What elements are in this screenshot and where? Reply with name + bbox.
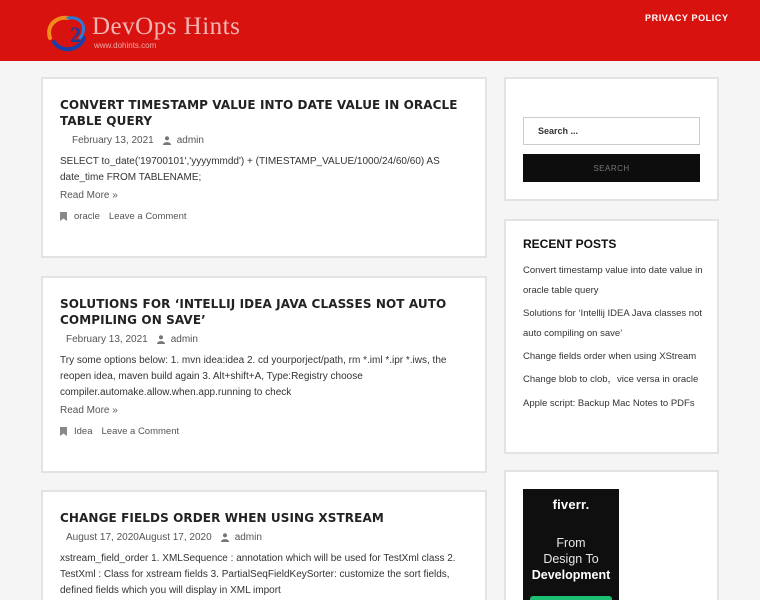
search-button[interactable]: SEARCH	[523, 154, 700, 182]
post-author[interactable]: admin	[234, 532, 262, 543]
post-excerpt: Try some options below: 1. mvn idea:idea 2. cd yourporject/path, rm *.iml *.ipr *.iws, the reopen idea, maven build again 3. Alt+shift+A, Type:Registry choose compiler.automake.allow.when.app.running to check	[60, 355, 447, 398]
leave-comment-link[interactable]: Leave a Comment	[108, 211, 187, 222]
post-card	[41, 276, 487, 473]
post-category-link[interactable]: oracle	[74, 211, 100, 222]
site-logo[interactable]	[44, 10, 259, 54]
tag-icon	[60, 427, 67, 436]
nav-privacy-policy-link[interactable]: PRIVACY POLICY	[645, 13, 729, 23]
list-item	[523, 260, 705, 300]
recent-post-link[interactable]: Change fields order when using XStream	[523, 351, 697, 363]
list-item	[523, 393, 705, 413]
post-title-link[interactable]: CONVERT TIMESTAMP VALUE INTO DATE VALUE IN ORACLE TABLE QUERY	[60, 98, 458, 128]
post-card	[41, 77, 487, 258]
fiverr-ad-banner[interactable]	[523, 489, 619, 600]
post-meta	[60, 135, 204, 146]
ad-line: Development	[531, 568, 611, 582]
recent-posts-widget	[504, 219, 719, 454]
search-input[interactable]	[523, 117, 700, 145]
site-subtitle: www.dohints.com	[94, 41, 157, 50]
post-meta	[60, 334, 198, 345]
post-title-link[interactable]: SOLUTIONS FOR ‘INTELLIJ IDEA JAVA CLASSES NOT AUTO COMPILING ON SAVE’	[60, 297, 447, 327]
list-item	[523, 369, 705, 389]
site-title: DevOps Hints	[92, 13, 241, 40]
post-date[interactable]: August 17, 2020August 17, 2020	[66, 532, 212, 543]
leave-comment-link[interactable]: Leave a Comment	[101, 426, 180, 437]
post-title-link[interactable]: CHANGE FIELDS ORDER WHEN USING XSTREAM	[60, 511, 384, 525]
user-icon	[221, 533, 229, 542]
fiverr-logo: fiverr.	[552, 497, 590, 512]
post-author[interactable]: admin	[170, 334, 198, 345]
ad-widget	[504, 470, 719, 600]
user-icon	[157, 335, 165, 344]
list-item	[523, 346, 705, 366]
site-header	[0, 0, 760, 61]
ad-line: Design To	[543, 552, 599, 566]
tag-icon	[60, 212, 67, 221]
user-icon	[163, 136, 171, 145]
recent-post-link[interactable]: Solutions for ‘Intellij IDEA Java classes not auto compiling on save’	[523, 308, 703, 339]
ad-line: From	[556, 536, 586, 550]
logo-mark-icon	[44, 12, 90, 54]
post-excerpt: xstream_field_order 1. XMLSequence : annotation which will be used for TestXml class 2. TestXml : Class for xstream fields 3. PartialSeqFieldKeySorter: customize the sort fields, defined fields which you will display in XML import	[60, 553, 456, 596]
post-date[interactable]: February 13, 2021	[66, 334, 148, 345]
post-author[interactable]: admin	[176, 135, 204, 146]
recent-posts-title: RECENT POSTS	[523, 237, 617, 251]
svg-text:2: 2	[70, 22, 81, 47]
post-date[interactable]: February 13, 2021	[72, 135, 154, 146]
post-meta	[60, 532, 262, 543]
search-widget	[504, 77, 719, 201]
recent-post-link[interactable]: Apple script: Backup Mac Notes to PDFs	[523, 397, 695, 409]
post-excerpt: SELECT to_date('19700101','yyyymmdd') + (TIMESTAMP_VALUE/1000/24/60/60) AS date_time FROM TABLENAME;	[60, 156, 440, 183]
list-item	[523, 303, 705, 343]
recent-posts-list	[523, 260, 705, 416]
recent-post-link[interactable]: Change blob to clob，vice versa in oracle	[523, 374, 699, 386]
post-category-link[interactable]: Idea	[74, 426, 93, 437]
post-card	[41, 490, 487, 600]
ad-cta-button[interactable]	[530, 596, 612, 600]
recent-post-link[interactable]: Convert timestamp value into date value in oracle table query	[523, 265, 703, 296]
read-more-link[interactable]: Read More »	[60, 405, 118, 416]
post-footer	[60, 211, 187, 222]
post-footer	[60, 426, 179, 437]
read-more-link[interactable]: Read More »	[60, 190, 118, 201]
